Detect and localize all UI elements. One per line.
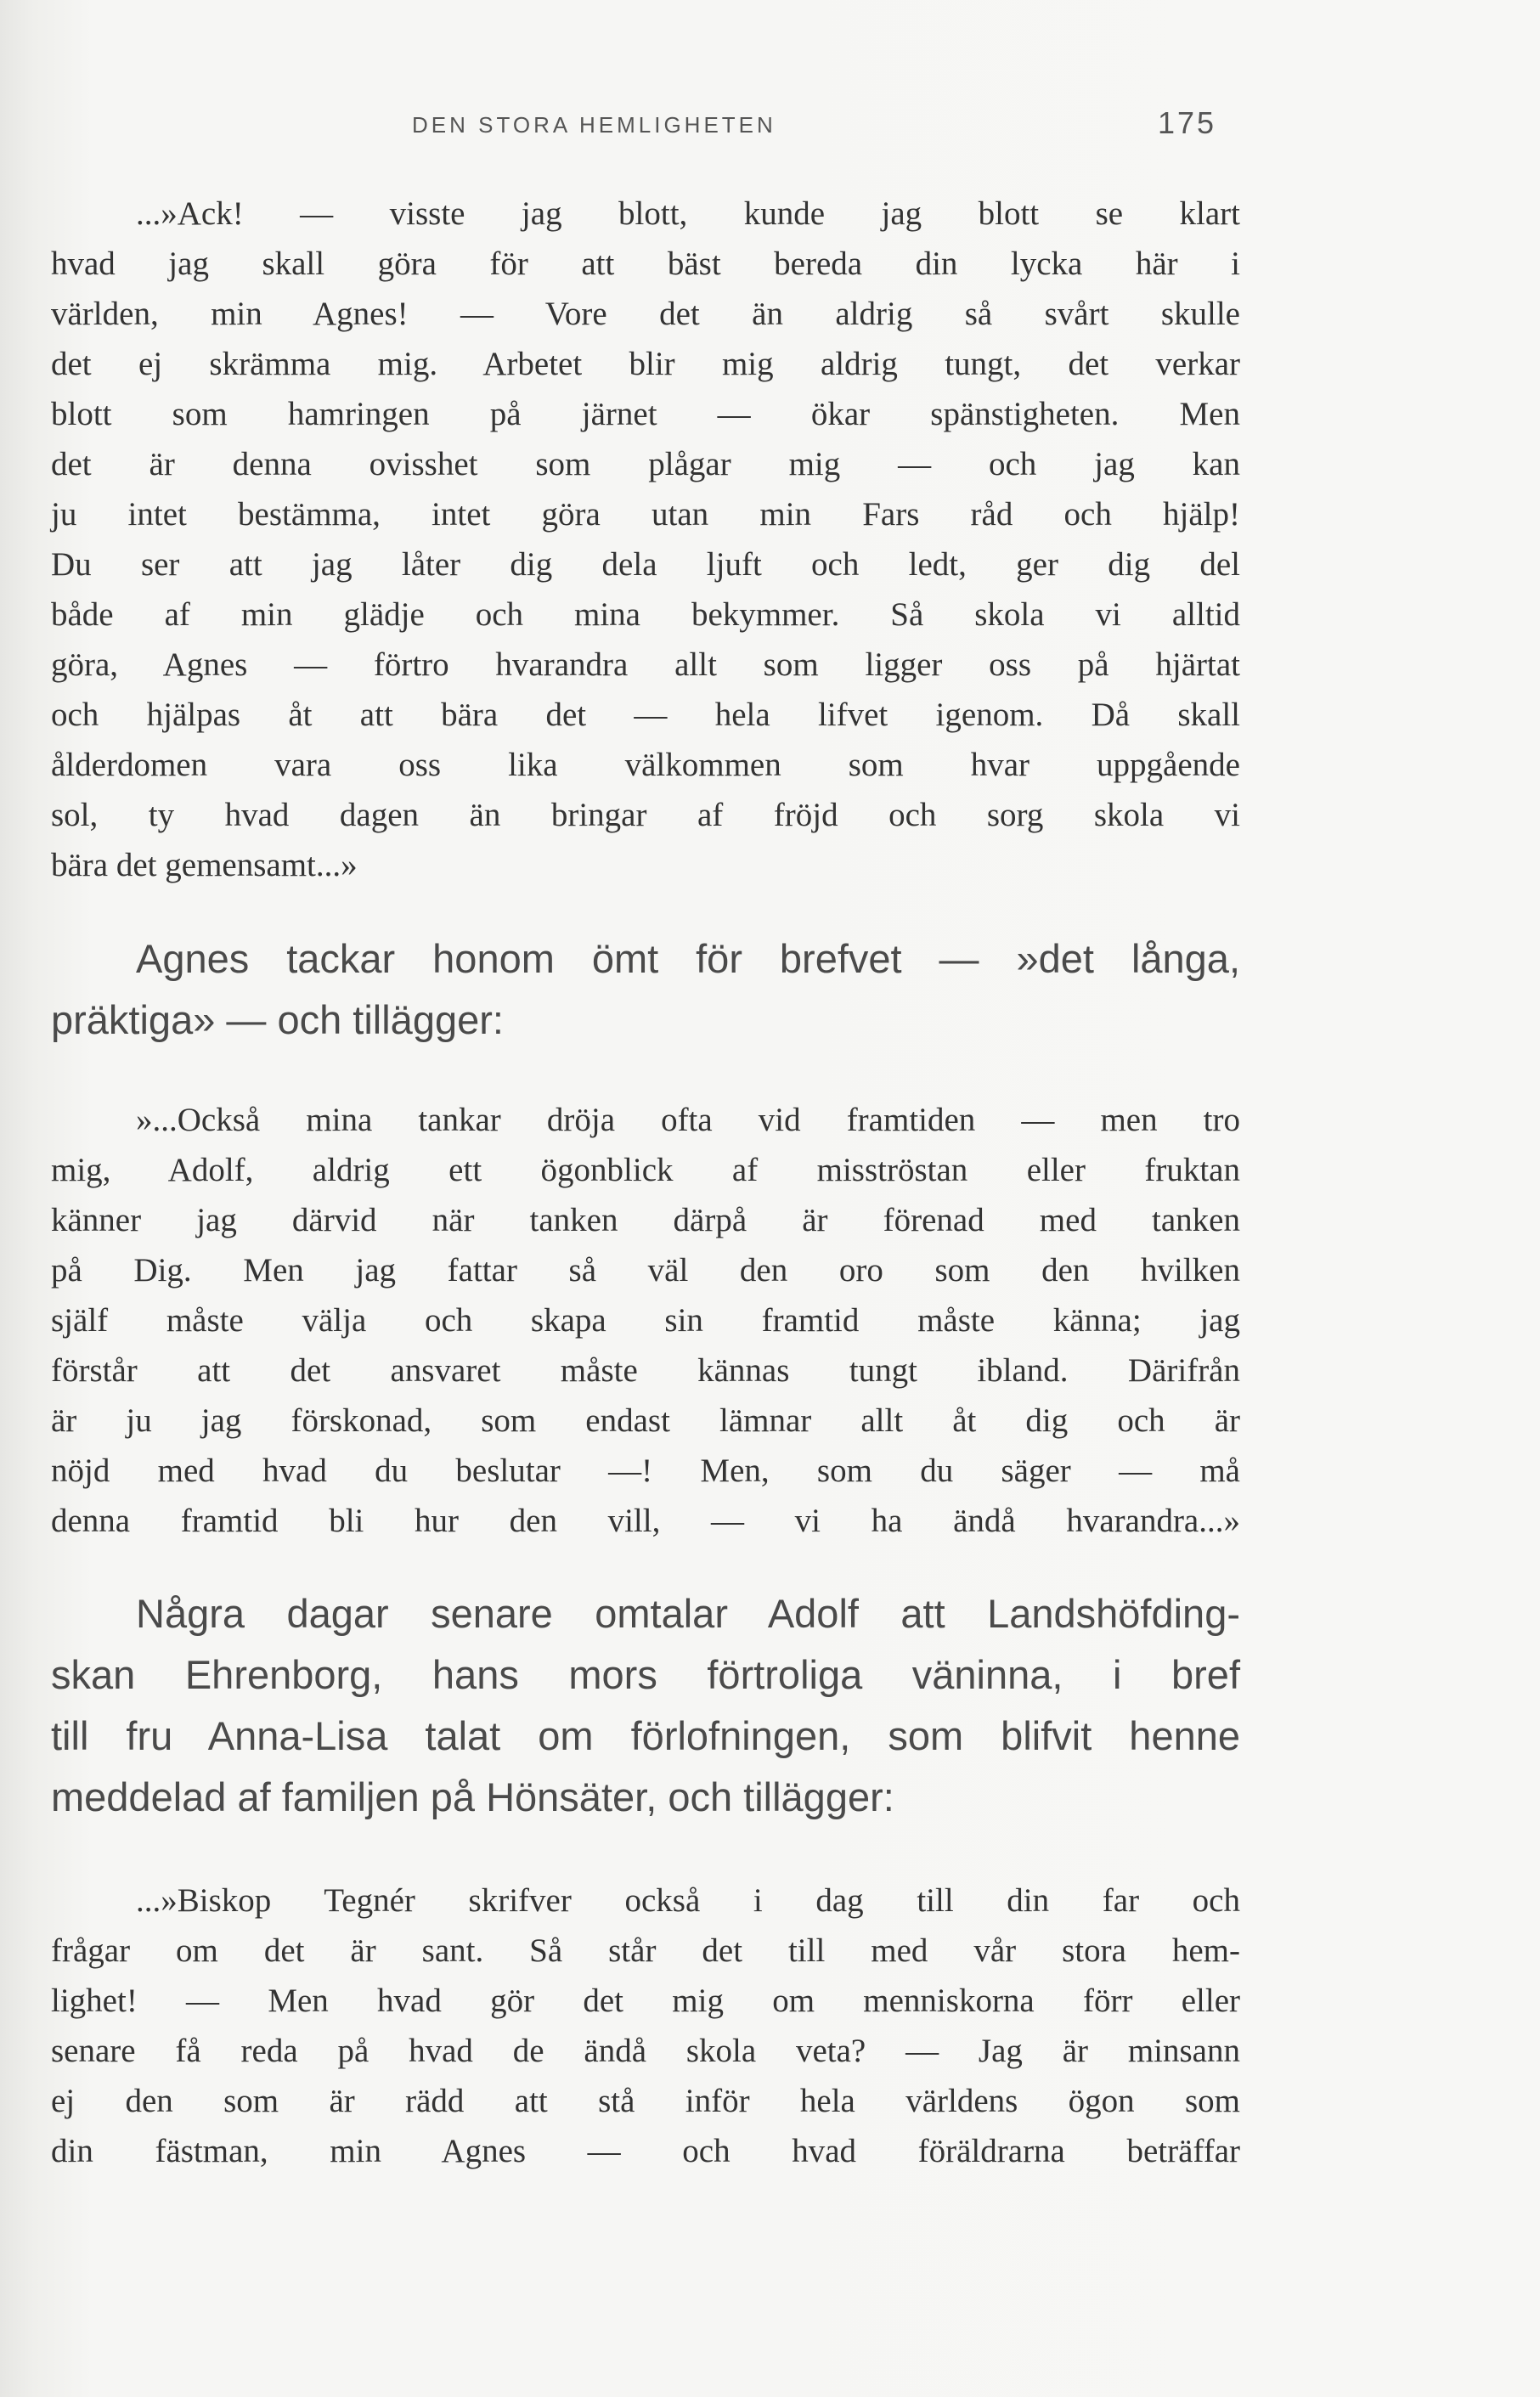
text-line: ...»Ack! — visste jag blott, kunde jag blott se klart	[136, 195, 1240, 232]
text-line: det är denna ovisshet som plågar mig — och jag kan	[51, 446, 1240, 482]
text-line: göra, Agnes — förtro hvarandra allt som ligger oss på hjärtat	[51, 646, 1240, 683]
text-line: skan Ehrenborg, hans mors förtroliga väninna, i bref	[51, 1652, 1240, 1697]
narration-paragraph-2	[51, 1583, 1240, 1828]
text-line: sol, ty hvad dagen än bringar af fröjd och sorg skola vi	[51, 797, 1240, 833]
text-line: din fästman, min Agnes — och hvad föräldrarna beträffar	[51, 2133, 1240, 2169]
text-line: präktiga» — och tillägger:	[51, 997, 504, 1042]
text-line: frågar om det är sant. Så står det till med vår stora hem-	[51, 1932, 1240, 1969]
text-line: ålderdomen vara oss lika välkommen som hvar uppgående	[51, 747, 1240, 783]
text-line: förstår att det ansvaret måste kännas tungt ibland. Därifrån	[51, 1352, 1240, 1389]
text-line: ...»Biskop Tegnér skrifver också i dag till din far och	[136, 1882, 1240, 1919]
text-line: meddelad af familjen på Hönsäter, och tillägger:	[51, 1774, 894, 1819]
text-line: det ej skrämma mig. Arbetet blir mig aldrig tungt, det verkar	[51, 346, 1240, 382]
text-line: och hjälpas åt att bära det — hela lifvet igenom. Då skall	[51, 697, 1240, 733]
text-line: hvad jag skall göra för att bäst bereda din lycka här i	[51, 245, 1240, 282]
letter-quote-3	[51, 1875, 1240, 2176]
text-line: ju intet bestämma, intet göra utan min Fars råd och hjälp!	[51, 496, 1240, 533]
text-line: denna framtid bli hur den vill, — vi ha ändå hvarandra...»	[51, 1503, 1240, 1539]
text-line: blott som hamringen på järnet — ökar spänstigheten. Men	[51, 396, 1240, 432]
running-title: DEN STORA HEMLIGHETEN	[412, 112, 776, 138]
text-line: är ju jag förskonad, som endast lämnar allt åt dig och är	[51, 1402, 1240, 1439]
text-line: bära det gemensamt...»	[51, 847, 358, 883]
text-line: både af min glädje och mina bekymmer. Så skola vi alltid	[51, 596, 1240, 633]
text-line: lighet! — Men hvad gör det mig om menniskorna förr eller	[51, 1982, 1240, 2019]
text-line: mig, Adolf, aldrig ett ögonblick af misströstan eller fruktan	[51, 1152, 1240, 1188]
text-line: senare få reda på hvad de ändå skola veta? — Jag är minsann	[51, 2033, 1240, 2069]
text-line: känner jag därvid när tanken därpå är förenad med tanken	[51, 1202, 1240, 1238]
text-line: Några dagar senare omtalar Adolf att Landshöfding-	[136, 1591, 1240, 1636]
text-line: på Dig. Men jag fattar så väl den oro som den hvilken	[51, 1252, 1240, 1289]
text-line: nöjd med hvad du beslutar —! Men, som du säger — må	[51, 1452, 1240, 1489]
text-line: Agnes tackar honom ömt för brefvet — »det långa,	[136, 936, 1240, 981]
text-line: ej den som är rädd att stå inför hela världens ögon som	[51, 2083, 1240, 2119]
text-line: världen, min Agnes! — Vore det än aldrig så svårt skulle	[51, 296, 1240, 332]
letter-quote-1	[51, 189, 1240, 890]
page-number: 175	[1158, 105, 1217, 140]
text-line: själf måste välja och skapa sin framtid måste känna; jag	[51, 1302, 1240, 1339]
text-line: till fru Anna-Lisa talat om förlofningen, som blifvit henne	[51, 1713, 1240, 1758]
text-line: »...Också mina tankar dröja ofta vid framtiden — men tro	[136, 1102, 1240, 1138]
narration-paragraph-1	[51, 928, 1240, 1051]
letter-quote-2	[51, 1095, 1240, 1546]
text-line: Du ser att jag låter dig dela ljuft och ledt, ger dig del	[51, 546, 1240, 583]
